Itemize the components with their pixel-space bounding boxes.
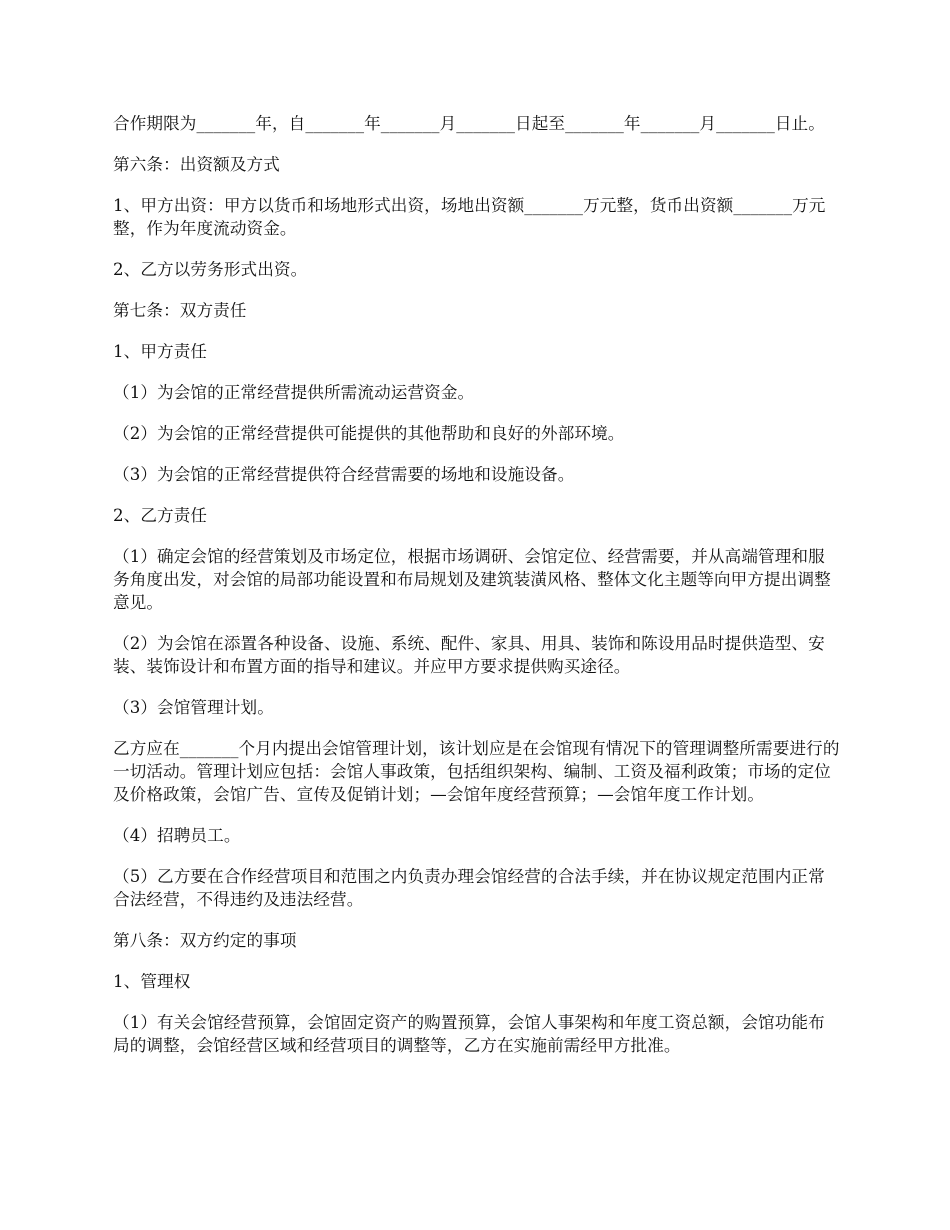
party-b-item-2: （2）为会馆在添置各种设备、设施、系统、配件、家具、用具、装饰和陈设用品时提供造型、安装、装饰设计和布置方面的指导和建议。并应甲方要求提供购买途径。 [113,634,825,676]
party-a-responsibility-heading: 1、甲方责任 [113,342,208,361]
party-b-responsibility-heading: 2、乙方责任 [113,506,208,525]
management-rights-heading: 1、管理权 [113,972,191,991]
party-b-item-3: （3）会馆管理计划。 [113,698,274,717]
document-page [113,112,840,1075]
party-b-item-5: （5）乙方要在合作经营项目和范围之内负责办理会馆经营的合法手续，并在协议规定范围内正常合法经营，不得违约及违法经营。 [113,867,825,909]
party-b-item-1: （1）确定会馆的经营策划及市场定位，根据市场调研、会馆定位、经营需要，并从高端管理和服务角度出发，对会馆的局部功能设置和布局规划及建筑装潢风格、整体文化主题等向甲方提出调整意见。 [113,547,831,612]
party-a-item-3: （3）为会馆的正常经营提供符合经营需要的场地和设施设备。 [113,465,575,484]
party-b-item-4: （4）招聘员工。 [113,826,241,845]
paragraph-party-a-investment: 1、甲方出资：甲方以货币和场地形式出资，场地出资额_______万元整，货币出资额_______万元整，作为年度流动资金。 [113,196,826,238]
article-8-heading: 第八条：双方约定的事项 [113,931,297,950]
paragraph-party-b-investment: 2、乙方以劳务形式出资。 [113,260,308,279]
party-a-item-2: （2）为会馆的正常经营提供可能提供的其他帮助和良好的外部环境。 [113,424,625,443]
management-rights-item-1: （1）有关会馆经营预算，会馆固定资产的购置预算，会馆人事架构和年度工资总额，会馆功能布局的调整，会馆经营区域和经营项目的调整等，乙方在实施前需经甲方批准。 [113,1013,825,1055]
management-plan-paragraph: 乙方应在_______个月内提出会馆管理计划，该计划应是在会馆现有情况下的管理调整所需要进行的一切活动。管理计划应包括：会馆人事政策，包括组织架构、编制、工资及福利政策；市场的定位及价格政策，会馆广告、宣传及促销计划；—会馆年度经营预算；—会馆年度工作计划。 [113,739,840,804]
article-6-heading: 第六条：出资额及方式 [113,155,280,174]
paragraph-term-period: 合作期限为_______年，自_______年_______月_______日起至_______年_______月_______日止。 [113,114,825,133]
article-7-heading: 第七条：双方责任 [113,301,247,320]
party-a-item-1: （1）为会馆的正常经营提供所需流动运营资金。 [113,383,475,402]
